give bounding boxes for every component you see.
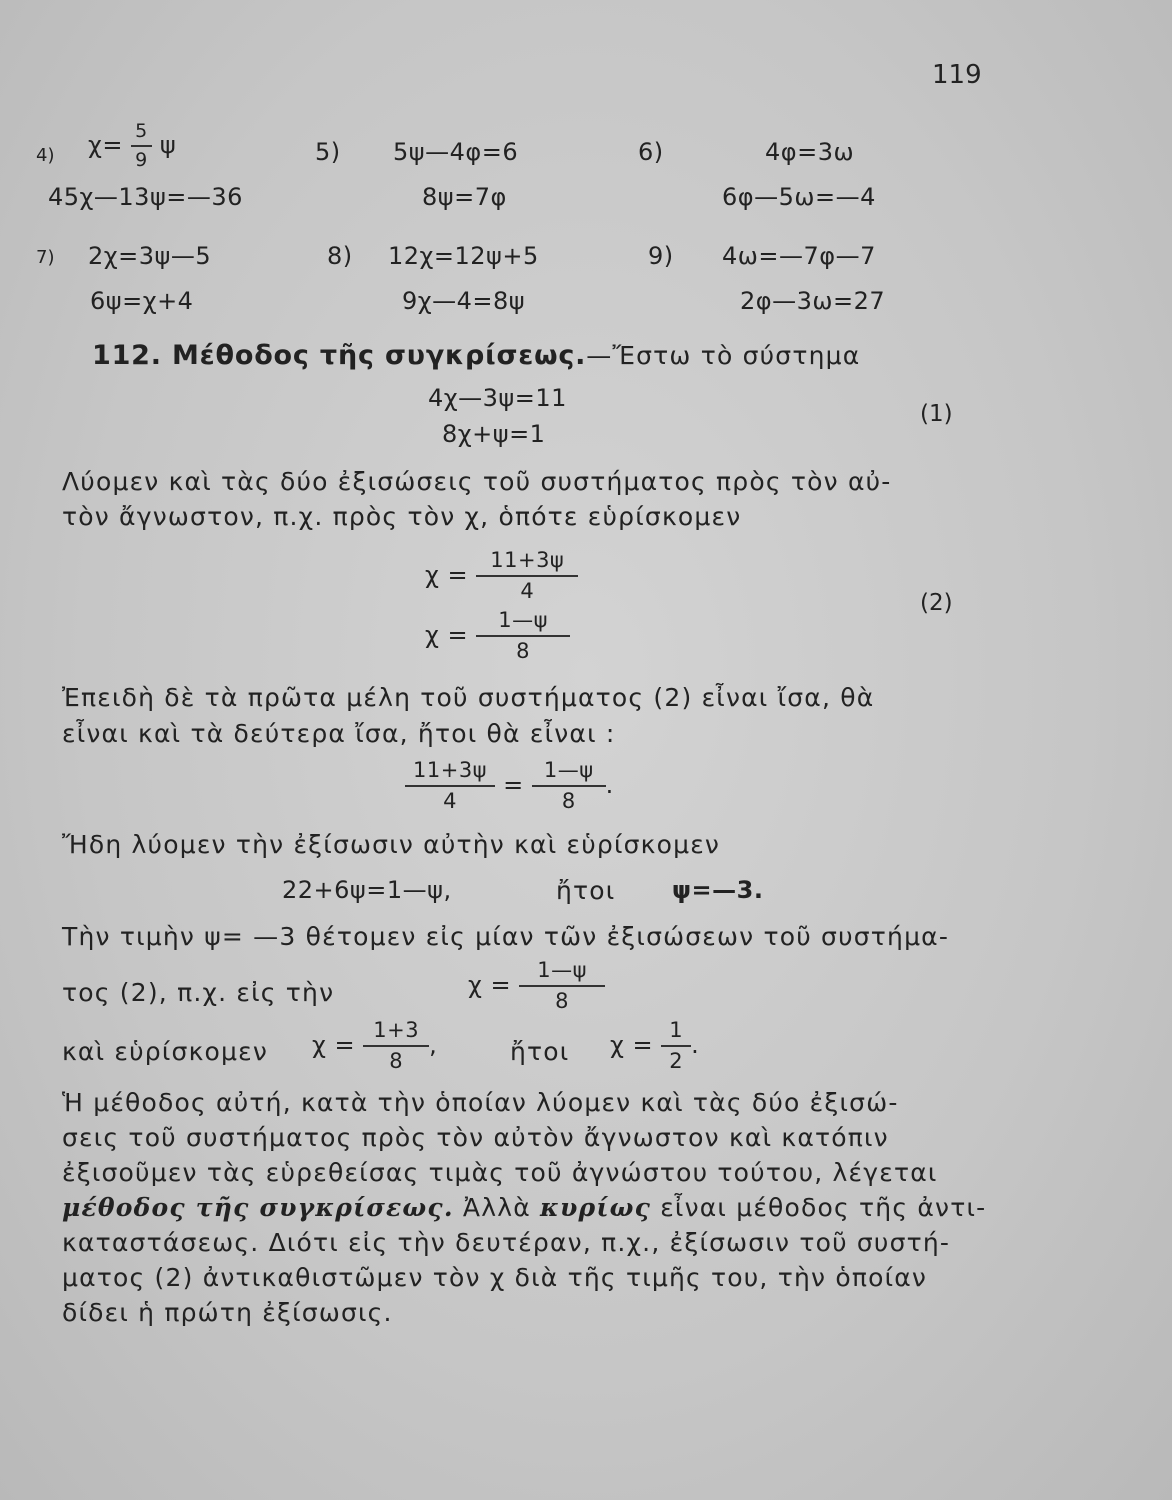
fraction-numerator: 11+3ψ xyxy=(405,760,495,787)
exercise-7-eq2: 6ψ=χ+4 xyxy=(90,287,194,315)
system2-eq1-fraction xyxy=(476,550,578,602)
result-1-lhs: χ = xyxy=(312,1031,356,1059)
equality-right-fraction xyxy=(532,760,606,812)
system1-eq2: 8χ+ψ=1 xyxy=(442,420,546,448)
exercise-9-eq1: 4ω=—7φ—7 xyxy=(722,242,876,270)
result-2-lhs: χ = xyxy=(610,1031,654,1059)
result-2-period: . xyxy=(691,1031,700,1059)
paragraph-2-line-1: Ἐπειδὴ δὲ τὰ πρῶτα μέλη τοῦ συστήματος (2) εἶναι ἴσα, θὰ xyxy=(62,683,875,712)
exercise-5-eq1: 5ψ—4φ=6 xyxy=(393,138,519,166)
exercise-7-number: 7) xyxy=(36,247,55,268)
result-2-equation xyxy=(610,1020,699,1072)
paragraph-6-line-4-mid: Ἀλλὰ xyxy=(453,1193,541,1222)
exercise-7-eq1: 2χ=3ψ—5 xyxy=(88,242,212,270)
fraction-numerator: 1—ψ xyxy=(532,760,606,787)
paragraph-4-line-1: Τὴν τιμὴν ψ= —3 θέτομεν εἰς μίαν τῶν ἐξισώσεων τοῦ συστήμα- xyxy=(62,922,950,951)
paragraph-6-line-4 xyxy=(62,1193,986,1222)
equality-equation xyxy=(405,760,614,812)
exercise-5-number: 5) xyxy=(315,138,341,166)
fraction-numerator: 1—ψ xyxy=(519,960,605,987)
paragraph-3: Ἤδη λύομεν τὴν ἐξίσωσιν αὐτὴν καὶ εὑρίσκομεν xyxy=(62,830,721,859)
section-title: 112. Μέθοδος τῆς συγκρίσεως. xyxy=(92,340,587,371)
paragraph-6-line-1: Ἡ μέθοδος αὐτή, κατὰ τὴν ὁποίαν λύομεν καὶ τὰς δύο ἐξισώ- xyxy=(62,1088,899,1117)
system2-eq1-lhs: χ = xyxy=(425,561,469,589)
paragraph-6-line-4-end: εἶναι μέθοδος τῆς ἀντι- xyxy=(651,1193,987,1222)
section-heading xyxy=(92,340,860,371)
paragraph-6-line-3: ἐξισοῦμεν τὰς εὑρεθείσας τιμὰς τοῦ ἀγνώστου τούτου, λέγεται xyxy=(62,1158,938,1187)
substitution-fraction xyxy=(519,960,605,1012)
exercise-8-eq2: 9χ—4=8ψ xyxy=(402,287,526,315)
exercise-6-eq2: 6φ—5ω=—4 xyxy=(722,183,876,211)
emphasis-method-name: μέθοδος τῆς συγκρίσεως. xyxy=(62,1193,454,1222)
result-htoi: ἤτοι xyxy=(510,1037,570,1066)
paragraph-1-line-2: τὸν ἄγνωστον, π.χ. πρὸς τὸν χ, ὁπότε εὑρίσκομεν xyxy=(62,502,742,531)
fraction-denominator: 9 xyxy=(135,149,148,171)
exercise-8-eq1: 12χ=12ψ+5 xyxy=(388,242,539,270)
section-title-tail: —Ἔστω τὸ σύστημα xyxy=(586,341,861,370)
exercise-5-eq2: 8ψ=7φ xyxy=(422,183,507,211)
substitution-equation xyxy=(468,960,605,1012)
page-number: 119 xyxy=(932,60,982,90)
solve-htoi: ἤτοι xyxy=(556,876,616,905)
system1-label: (1) xyxy=(920,401,953,427)
fraction-denominator: 4 xyxy=(520,579,535,603)
system2-eq1 xyxy=(425,550,578,602)
system2-label: (2) xyxy=(920,590,953,616)
paragraph-2-line-2: εἶναι καὶ τὰ δεύτερα ἴσα, ἤτοι θὰ εἶναι : xyxy=(62,719,616,748)
solve-result: ψ=—3. xyxy=(672,876,764,904)
paragraph-6-line-7: δίδει ἡ πρώτη ἐξίσωσις. xyxy=(62,1298,393,1327)
equality-period: . xyxy=(605,771,614,799)
paragraph-6-line-6: ματος (2) ἀντικαθιστῶμεν τὸν χ διὰ τῆς τιμῆς του, τὴν ὁποίαν xyxy=(62,1263,928,1292)
result-1-comma: , xyxy=(429,1031,438,1059)
fraction-denominator: 8 xyxy=(389,1049,404,1073)
exercise-4-eq2: 45χ—13ψ=—36 xyxy=(48,183,243,211)
exercise-4-eq1 xyxy=(88,122,176,170)
equality-left-fraction xyxy=(405,760,495,812)
paragraph-4-line-2: τος (2), π.χ. εἰς τὴν xyxy=(62,978,335,1007)
exercise-9-eq2: 2φ—3ω=27 xyxy=(740,287,886,315)
equals-sign: = xyxy=(503,771,524,799)
fraction-denominator: 4 xyxy=(443,789,457,813)
fraction-denominator: 2 xyxy=(669,1049,684,1073)
exercise-8-number: 8) xyxy=(327,242,353,270)
result-1-fraction xyxy=(363,1020,429,1072)
system2-eq2-fraction xyxy=(476,610,570,662)
fraction-numerator: 1+3 xyxy=(363,1020,429,1047)
fraction-numerator: 5 xyxy=(131,122,152,147)
system2-eq2-lhs: χ = xyxy=(425,621,469,649)
exercise-6-number: 6) xyxy=(638,138,664,166)
fraction-numerator: 11+3ψ xyxy=(476,550,578,577)
emphasis-kyrios: κυρίως xyxy=(540,1193,652,1222)
fraction-denominator: 8 xyxy=(516,639,531,663)
fraction-numerator: 1—ψ xyxy=(476,610,570,637)
paragraph-6-line-5: καταστάσεως. Διότι εἰς τὴν δευτέραν, π.χ., ἐξίσωσιν τοῦ συστή- xyxy=(62,1228,951,1257)
paragraph-1-line-1: Λύομεν καὶ τὰς δύο ἐξισώσεις τοῦ συστήματος πρὸς τὸν αὐ- xyxy=(62,467,892,496)
exercise-4-eq1-rhs: ψ xyxy=(159,131,177,159)
exercise-4-fraction xyxy=(131,122,152,170)
paragraph-6-line-2: σεις τοῦ συστήματος πρὸς τὸν αὐτὸν ἄγνωστον καὶ κατόπιν xyxy=(62,1123,889,1152)
fraction-denominator: 8 xyxy=(555,989,570,1013)
exercise-9-number: 9) xyxy=(648,242,674,270)
exercise-6-eq1: 4φ=3ω xyxy=(765,138,855,166)
system2-eq2 xyxy=(425,610,570,662)
result-2-fraction xyxy=(661,1020,691,1072)
result-1-equation xyxy=(312,1020,437,1072)
system1-eq1: 4χ—3ψ=11 xyxy=(428,384,567,412)
solve-equation: 22+6ψ=1—ψ, xyxy=(282,876,452,904)
exercise-4-eq1-lhs: χ= xyxy=(88,131,123,159)
fraction-denominator: 8 xyxy=(561,789,576,813)
exercise-4-number: 4) xyxy=(36,145,55,166)
fraction-numerator: 1 xyxy=(661,1020,691,1047)
paragraph-5-start: καὶ εὑρίσκομεν xyxy=(62,1037,268,1066)
substitution-lhs: χ = xyxy=(468,971,512,999)
